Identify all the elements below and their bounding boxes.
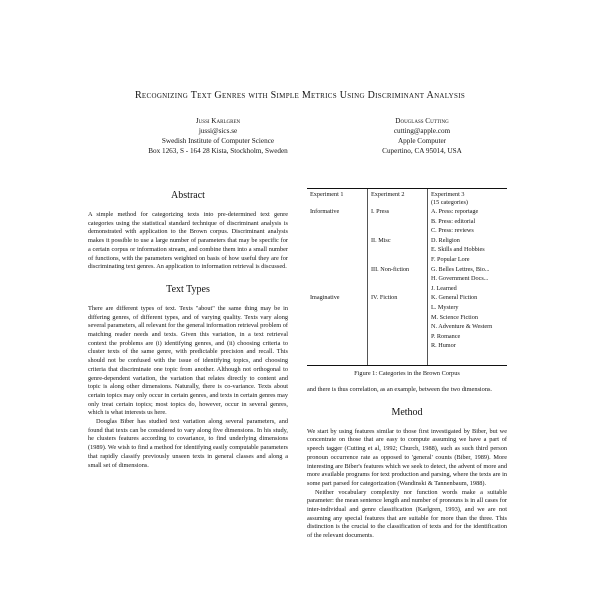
experiment-2-item: IV. Fiction (371, 294, 398, 302)
experiment-1-item (310, 255, 366, 265)
experiment-1-item (310, 217, 366, 227)
experiment-3-item: R. Humor (431, 342, 456, 350)
author-email[interactable]: cutting@apple.com (393, 127, 451, 135)
experiment-2-item (371, 226, 427, 236)
text-types-paragraph: There are different types of text. Texts "about" the same thing may be in differing genres, of different types, and of varying quality. Texts vary along several parameters, all relevant for the general information retrieval problem of matching reader needs and texts. Given this variation, in a text retrieval context the problems are (i) identifying genres, and (ii) choosing criteria to cluster texts of the same genre, with predictable precision and recall. This should not be confused with the issue of identifying topics, and choosing criteria that discriminate one topic from another. Although not orthogonal to genre-dependent variation, the variation that relates directly to content and topic is along other dimensions. Naturally, there is co-variance. Texts about certain topics may only occur in certain genres, and texts in certain genres may only treat certain topics; most topics do, however, occur in several genres, which is what interests us here. (88, 304, 288, 417)
experiment-3-item: J. Learned (431, 284, 457, 292)
experiment-1-header: Experiment 1 (310, 191, 344, 198)
experiment-3-item: B. Press: editorial (431, 217, 476, 225)
method-paragraph: We start by using features similar to those first investigated by Biber, but we concentrate on those that are easy to compute assuming we have a part of speech tagger (Cutting et al, 1992; Church, 1988), such as such third person pronoun occurrence rate as opposed to 'general' counts (Biber, 1989). More interesting are Biber's features which we seek to detect, the advent of more and more available programs for text production and parsing, where the texts are in some part parsed for categorization (Wandinski & Tannenbaum, 1988). (307, 427, 507, 487)
experiment-2-header: Experiment 2 (371, 191, 405, 198)
experiment-2-item: II. Misc (371, 236, 391, 244)
experiment-1-item (310, 226, 366, 236)
experiment-3-title: Experiment 3 (431, 191, 465, 198)
experiment-3-header (431, 191, 507, 207)
experiment-2-item (371, 274, 427, 284)
paper-title: Recognizing Text Genres with Simple Metrics Using Discriminant Analysis (134, 90, 466, 101)
experiment-1-item (310, 274, 366, 284)
experiment-2-item: I. Press (371, 208, 390, 215)
experiment-3-item: F. Popular Lore (431, 255, 470, 263)
author-affiliation: Apple Computer (397, 137, 447, 145)
experiment-3-item: E. Skills and Hobbies (431, 246, 485, 254)
categories-figure (307, 188, 507, 366)
experiment-2-item (371, 217, 427, 227)
abstract-text: A simple method for categorizing texts into pre-determined text genre categories using the statistical standard technique of discriminant analysis is demonstrated with application to the Brown corpus. Discriminant analysis makes it possible to use a large number of parameters that may be specific for a certain corpus or information stream, and combine them into a small number of functions, with the parameters weighted on basis of how useful they are for discriminating text genres. An application to information retrieval is discussed. (88, 211, 288, 271)
figure-caption: Figure 1: Categories in the Brown Corpus (354, 370, 460, 377)
author-address: Cupertino, CA 95014, USA (382, 147, 462, 155)
text-types-paragraph: Douglas Biber has studied text variation along several parameters, and found that texts can be considered to vary along five dimensions. In his study, he clusters features according to covariance, to find underlying dimensions (1989). We wish to find a method for identifying easily computable parameters that rapidly classify previously unseen texts in general classes and along a small set of dimensions. (88, 418, 288, 469)
experiment-1-item (310, 284, 366, 294)
author-address: Box 1263, S - 164 28 Kista, Stockholm, Sweden (148, 147, 288, 155)
experiment-2-column (371, 191, 427, 303)
experiment-3-item: A. Press: reportage (431, 208, 479, 215)
text-types-heading: Text Types (166, 283, 210, 295)
continuation-text: and there is thus correlation, as an example, between the two dimensions. (307, 386, 493, 393)
experiment-2-item (371, 284, 427, 294)
experiment-3-item: K. General Fiction (431, 294, 478, 302)
experiment-1-item (310, 236, 366, 246)
author-name: Douglass Cutting (395, 117, 449, 125)
experiment-3-item: H. Government Docs... (431, 275, 489, 283)
experiment-3-item: P. Romance (431, 332, 461, 340)
author-affiliation: Swedish Institute of Computer Science (161, 137, 275, 145)
experiment-1-item (310, 265, 366, 275)
experiment-3-item: D. Religion (431, 236, 460, 244)
experiment-1-item (310, 245, 366, 255)
method-heading: Method (391, 406, 423, 418)
experiment-3-item: N. Adventure & Western (431, 323, 493, 331)
left-column (88, 190, 288, 470)
method-paragraph: Neither vocabulary complexity nor function words make a suitable parameter: the mean sentence length and number of pronouns is in all cases for inter-individual and genre classification (Karlgren, 1993), and we are not assuming any special features that are suitable for more than the three. This distinction is the crucial to the classification of texts and for the identification of the relevant documents. (307, 488, 507, 540)
experiment-3-item: L. Mystery (431, 303, 459, 311)
figure-divider (367, 189, 368, 365)
author-block-1 (118, 116, 318, 156)
figure-divider (427, 189, 428, 365)
experiment-3-item: C. Press: reviews (431, 227, 474, 235)
experiment-3-subtitle: (15 categories) (431, 199, 468, 206)
experiment-3-column (431, 191, 507, 351)
experiment-1-item: Informative (310, 208, 340, 215)
experiment-1-column (310, 191, 366, 303)
author-name: Jussi Karlgren (195, 117, 241, 125)
author-block-2 (322, 116, 522, 156)
experiment-2-item (371, 255, 427, 265)
experiment-2-item (371, 245, 427, 255)
experiment-3-item: M. Science Fiction (431, 313, 478, 321)
right-column (307, 386, 507, 541)
abstract-heading: Abstract (171, 190, 205, 201)
experiment-1-item: Imaginative (310, 294, 340, 302)
experiment-3-item: G. Belles Lettres, Bio... (431, 265, 490, 273)
experiment-2-item: III. Non-fiction (371, 265, 410, 273)
author-email[interactable]: jussi@sics.se (198, 127, 238, 135)
